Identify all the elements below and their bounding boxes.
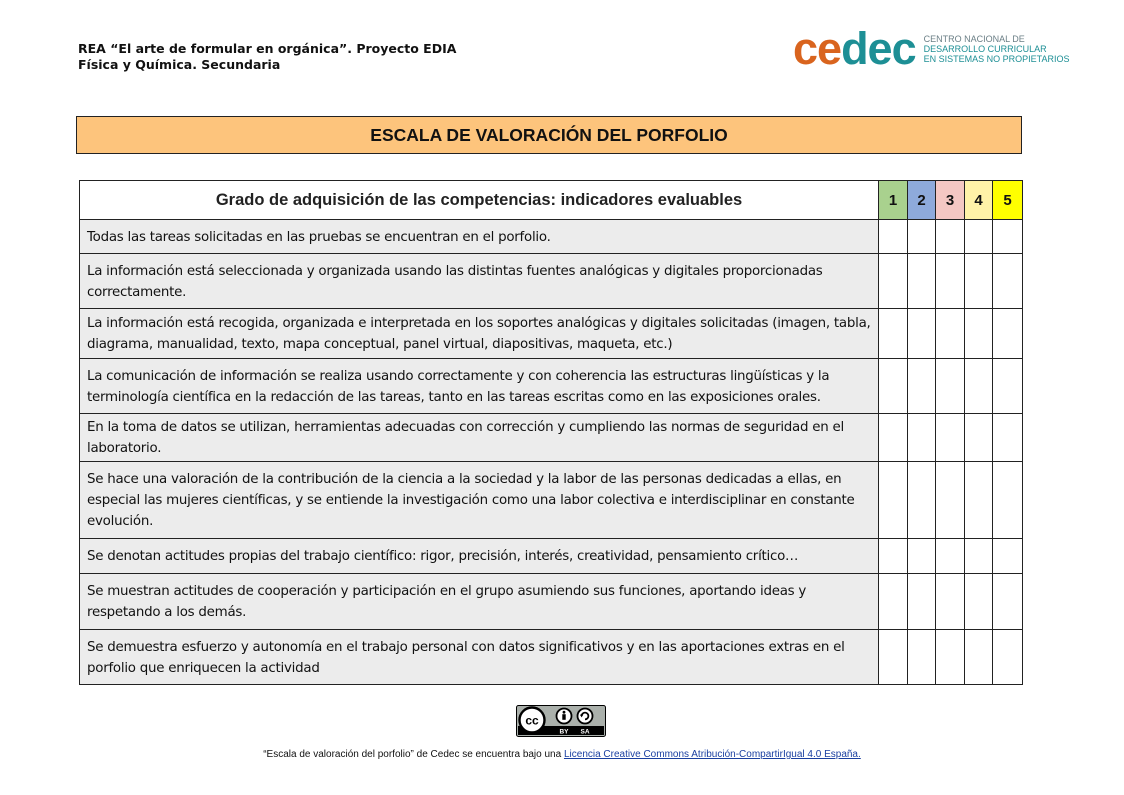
header-line-subject: Física y Química. Secundaria — [78, 57, 281, 72]
rating-cell-level-5[interactable] — [993, 359, 1023, 414]
indicator-text: La comunicación de información se realiza usando correctamente y con coherencia las estructuras lingüísticas y la terminología científica en la redacción de las tareas, tanto en las tareas escritas como en las exposiciones orales. — [80, 359, 879, 414]
rating-cell-level-5[interactable] — [993, 254, 1023, 309]
table-row — [80, 462, 1023, 539]
rating-cell-level-5[interactable] — [993, 309, 1023, 359]
level-5-header: 5 — [993, 181, 1023, 220]
rating-cell-level-2[interactable] — [908, 414, 936, 462]
table-row — [80, 309, 1023, 359]
evaluation-table — [79, 180, 1023, 685]
rating-cell-level-1[interactable] — [879, 462, 908, 539]
level-4-header: 4 — [965, 181, 993, 220]
table-header-label: Grado de adquisición de las competencias: indicadores evaluables — [80, 181, 879, 220]
rating-cell-level-3[interactable] — [936, 359, 965, 414]
license-text: “Escala de valoración del porfolio” de Cedec se encuentra bajo una — [263, 749, 562, 760]
rating-cell-level-2[interactable] — [908, 309, 936, 359]
rating-cell-level-1[interactable] — [879, 254, 908, 309]
rating-cell-level-2[interactable] — [908, 630, 936, 685]
table-row — [80, 574, 1023, 630]
rating-cell-level-2[interactable] — [908, 574, 936, 630]
rating-cell-level-1[interactable] — [879, 414, 908, 462]
logo-subtitle: CENTRO NACIONAL DE DESARROLLO CURRICULAR EN SISTEMAS NO PROPIETARIOS — [923, 33, 1070, 64]
rating-cell-level-3[interactable] — [936, 630, 965, 685]
rating-cell-level-3[interactable] — [936, 220, 965, 254]
logo-wordmark: cedec — [793, 23, 916, 74]
rating-cell-level-5[interactable] — [993, 574, 1023, 630]
table-row — [80, 414, 1023, 462]
rating-cell-level-4[interactable] — [965, 359, 993, 414]
indicator-text: Se hace una valoración de la contribución de la ciencia a la sociedad y la labor de las personas dedicadas a ellas, en especial las mujeres científicas, y se entiende la investigación como una labor colectiva e interdisciplinar en constante evolución. — [80, 462, 879, 539]
indicator-text: La información está recogida, organizada e interpretada en los soportes analógicas y digitales solicitadas (imagen, tabla, diagrama, manualidad, texto, mapa conceptual, panel virtual, diapositivas, maqueta, etc.) — [80, 309, 879, 359]
rating-cell-level-3[interactable] — [936, 309, 965, 359]
rating-cell-level-4[interactable] — [965, 462, 993, 539]
rating-cell-level-1[interactable] — [879, 574, 908, 630]
table-row — [80, 630, 1023, 685]
rating-cell-level-5[interactable] — [993, 414, 1023, 462]
rating-cell-level-5[interactable] — [993, 220, 1023, 254]
rating-cell-level-2[interactable] — [908, 539, 936, 574]
level-3-header: 3 — [936, 181, 965, 220]
indicator-text: Todas las tareas solicitadas en las pruebas se encuentran en el porfolio. — [80, 220, 879, 254]
level-1-header: 1 — [879, 181, 908, 220]
rating-cell-level-1[interactable] — [879, 539, 908, 574]
rating-cell-level-4[interactable] — [965, 309, 993, 359]
indicator-text: Se denotan actitudes propias del trabajo científico: rigor, precisión, interés, creatividad, pensamiento crítico… — [80, 539, 879, 574]
rating-cell-level-4[interactable] — [965, 254, 993, 309]
rating-cell-level-1[interactable] — [879, 359, 908, 414]
rating-cell-level-5[interactable] — [993, 462, 1023, 539]
rating-cell-level-2[interactable] — [908, 359, 936, 414]
rating-cell-level-3[interactable] — [936, 574, 965, 630]
indicator-text: En la toma de datos se utilizan, herramientas adecuadas con corrección y cumpliendo las normas de seguridad en el laboratorio. — [80, 414, 879, 462]
rating-cell-level-1[interactable] — [879, 220, 908, 254]
rating-cell-level-4[interactable] — [965, 630, 993, 685]
page-title: ESCALA DE VALORACIÓN DEL PORFOLIO — [76, 116, 1022, 154]
indicator-text: La información está seleccionada y organizada usando las distintas fuentes analógicas y digitales proporcionadas correctamente. — [80, 254, 879, 309]
table-row — [80, 359, 1023, 414]
rating-cell-level-1[interactable] — [879, 309, 908, 359]
rating-cell-level-4[interactable] — [965, 220, 993, 254]
rating-cell-level-3[interactable] — [936, 462, 965, 539]
cc-by-sa-badge — [516, 705, 606, 737]
rating-cell-level-2[interactable] — [908, 220, 936, 254]
cc-by-label: BY — [559, 728, 569, 736]
rating-cell-level-2[interactable] — [908, 254, 936, 309]
rating-cell-level-3[interactable] — [936, 254, 965, 309]
svg-text:cc: cc — [525, 713, 539, 728]
level-2-header: 2 — [908, 181, 936, 220]
header-line-project: REA “El arte de formular en orgánica”. Proyecto EDIA — [78, 41, 457, 56]
rating-cell-level-1[interactable] — [879, 630, 908, 685]
document-header — [78, 41, 456, 73]
table-row — [80, 220, 1023, 254]
rating-cell-level-3[interactable] — [936, 414, 965, 462]
rating-cell-level-3[interactable] — [936, 539, 965, 574]
rating-cell-level-4[interactable] — [965, 574, 993, 630]
rating-cell-level-2[interactable] — [908, 462, 936, 539]
table-row — [80, 539, 1023, 574]
rating-cell-level-5[interactable] — [993, 539, 1023, 574]
indicator-text: Se muestran actitudes de cooperación y participación en el grupo asumiendo sus funciones, aportando ideas y respetando a los demás. — [80, 574, 879, 630]
rating-cell-level-4[interactable] — [965, 414, 993, 462]
indicator-text: Se demuestra esfuerzo y autonomía en el trabajo personal con datos significativos y en las aportaciones extras en el porfolio que enriquecen la actividad — [80, 630, 879, 685]
rating-cell-level-5[interactable] — [993, 630, 1023, 685]
license-link[interactable]: Licencia Creative Commons Atribución-CompartirIgual 4.0 España. — [563, 749, 861, 760]
rating-cell-level-4[interactable] — [965, 539, 993, 574]
license-footer — [0, 749, 1124, 760]
table-header-row — [80, 181, 1023, 220]
cedec-logo — [793, 23, 1070, 74]
cc-sa-label: SA — [580, 728, 590, 736]
table-row — [80, 254, 1023, 309]
